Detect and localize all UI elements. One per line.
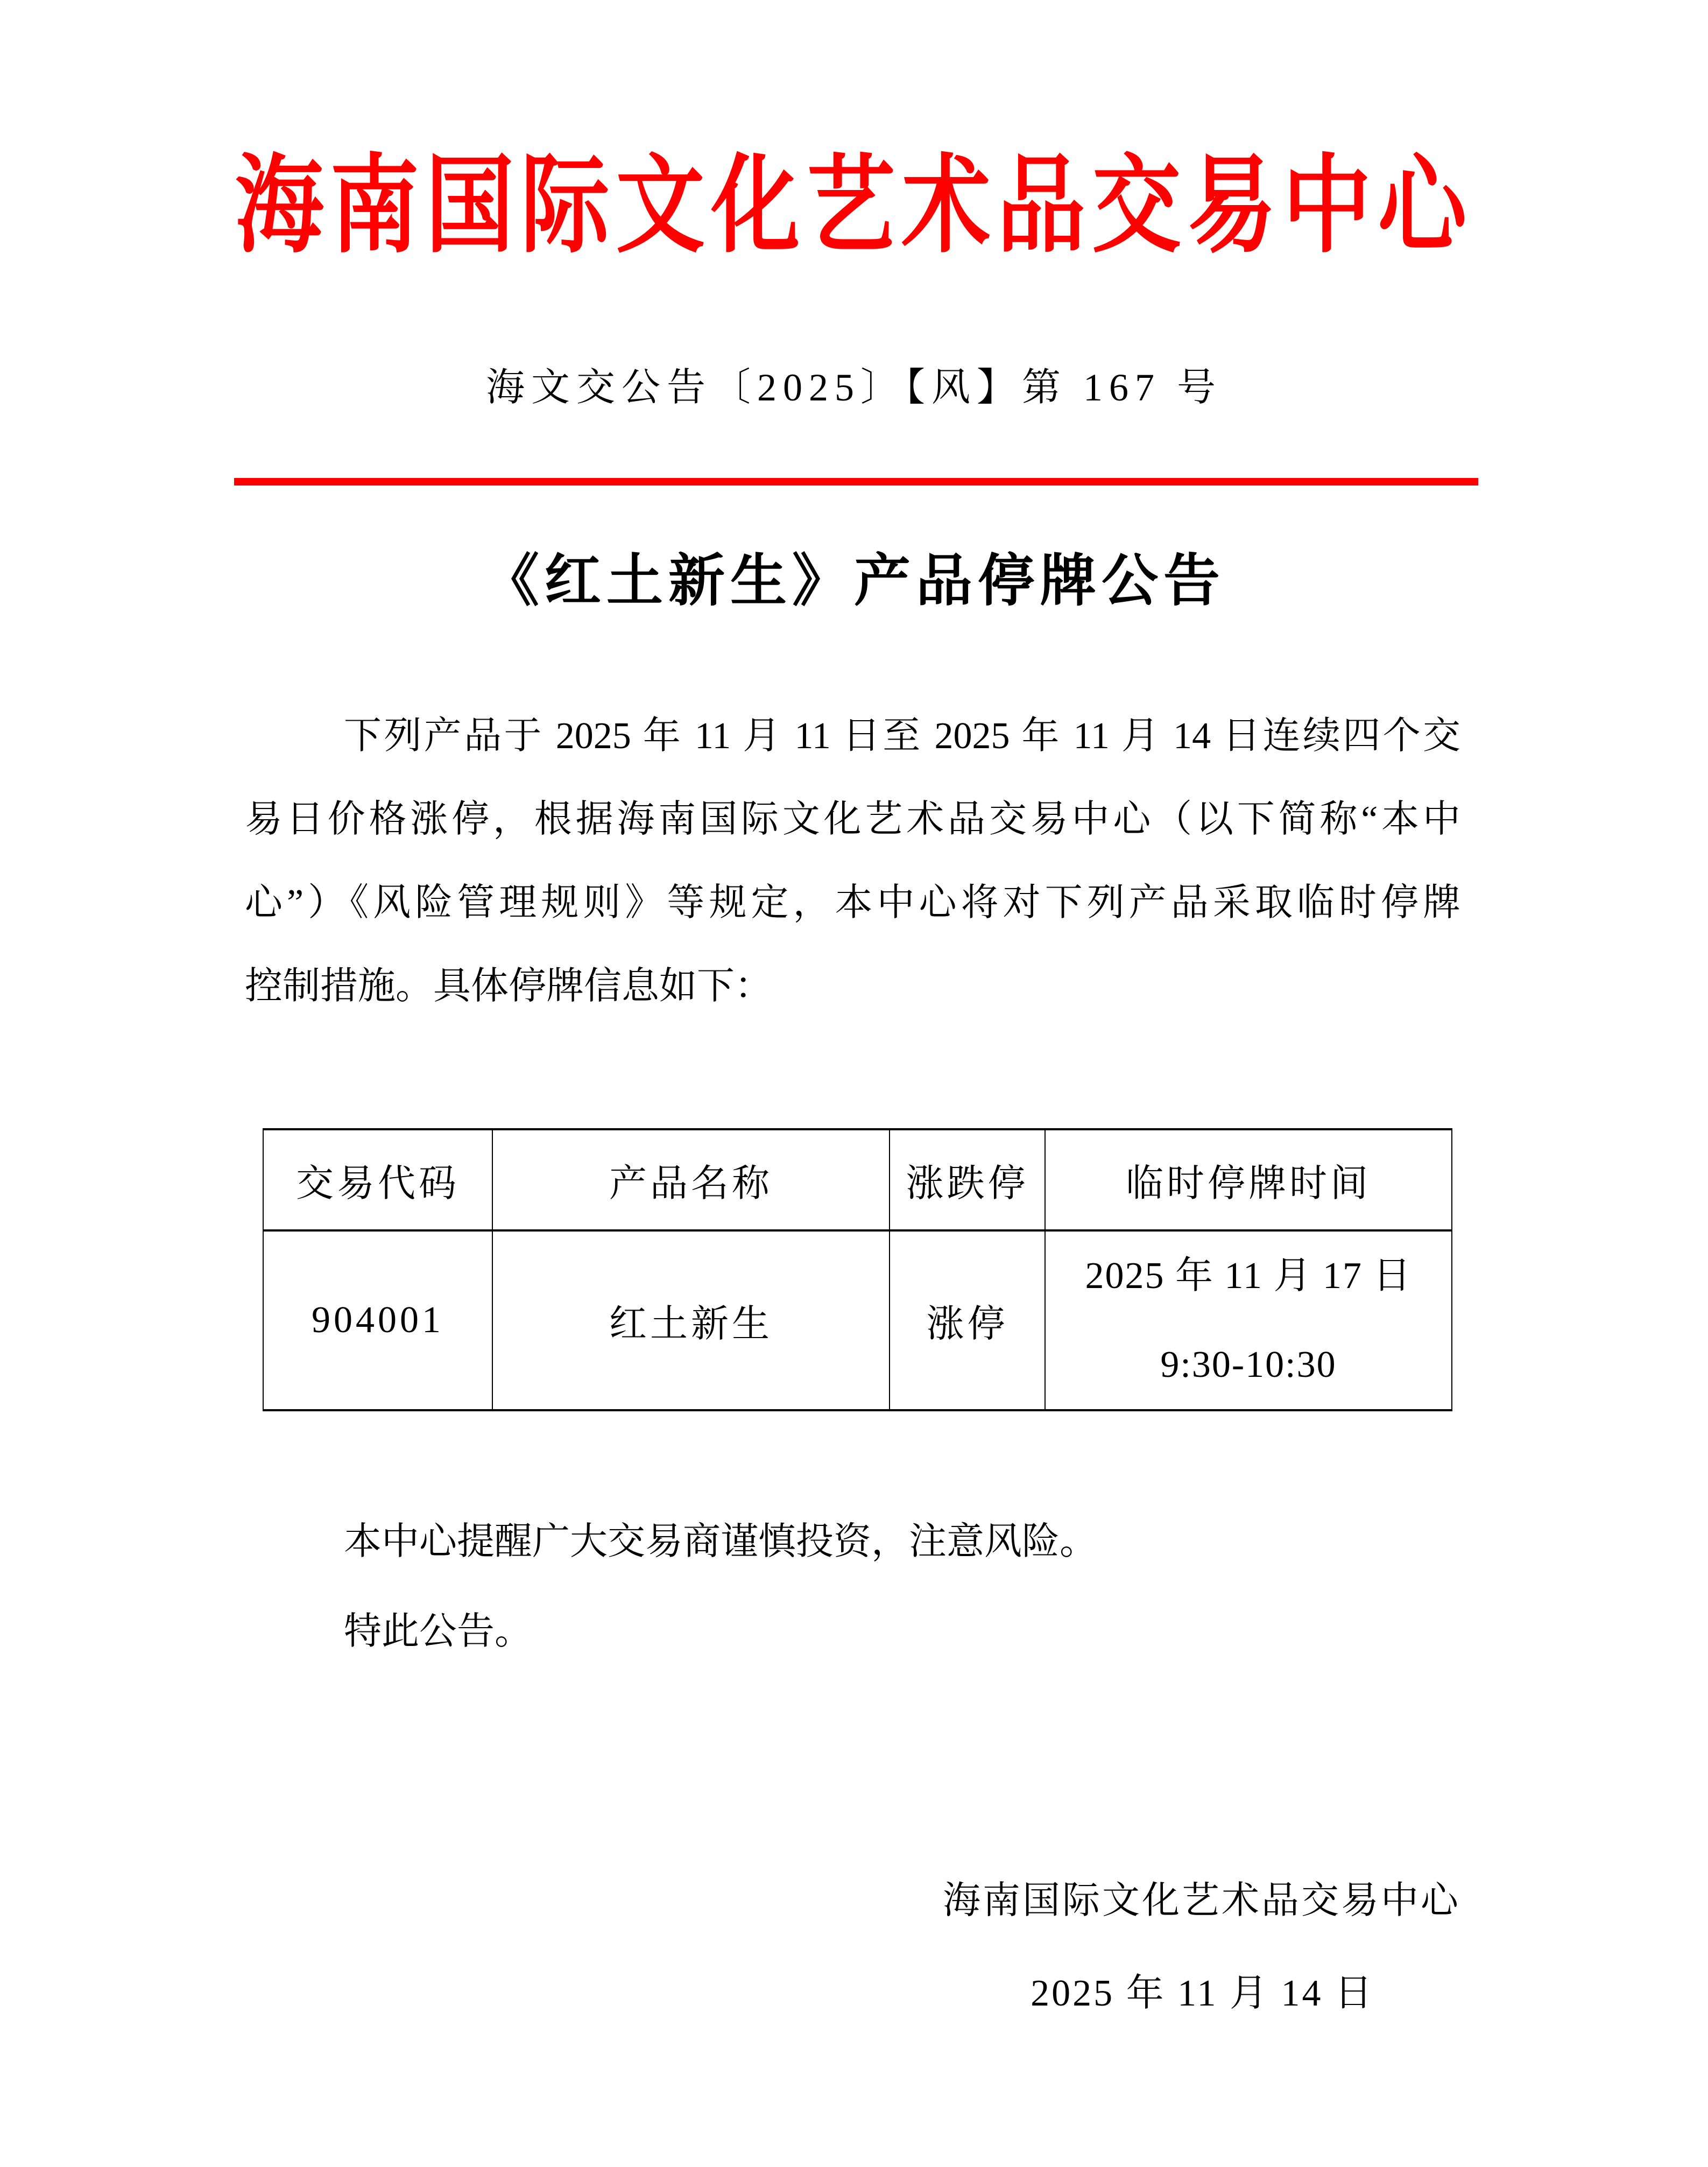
col-header-trade-code: 交易代码 (263, 1129, 492, 1230)
body-line-2: 易日价格涨停，根据海南国际文化艺术品交易中心（以下简称“本中 (245, 799, 1460, 840)
cell-trade-code: 904001 (263, 1230, 492, 1410)
signature-date: 2025 年 11 月 14 日 (1031, 1973, 1374, 2014)
body-line-4: 控制措施。具体停牌信息如下： (245, 966, 772, 1007)
col-header-product-name: 产品名称 (492, 1129, 890, 1230)
suspension-date: 2025 年 11 月 17 日 (1085, 1255, 1412, 1297)
closing-block (245, 1497, 1460, 1677)
table-row (263, 1230, 1452, 1410)
suspension-hours: 9:30-10:30 (1160, 1344, 1337, 1385)
signature-block (0, 1855, 1460, 2040)
table-header-row (263, 1129, 1452, 1230)
body-paragraph (245, 694, 1460, 1028)
red-divider-line (234, 478, 1478, 486)
announcement-title: 《红土新生》产品停牌公告 (482, 550, 1225, 613)
body-line-1: 下列产品于 2025 年 11 月 11 日至 2025 年 11 月 14 日连续四个交 (344, 715, 1460, 757)
suspension-table (263, 1128, 1452, 1411)
signature-org: 海南国际文化艺术品交易中心 (943, 1880, 1460, 1922)
doc-number: 海文交公告〔2025〕【风】第 167 号 (485, 366, 1222, 409)
col-header-suspension-time: 临时停牌时间 (1045, 1129, 1452, 1230)
cell-suspension-time (1045, 1230, 1452, 1410)
cell-limit-status: 涨停 (890, 1230, 1045, 1410)
closing-notice: 特此公告。 (344, 1611, 532, 1652)
body-line-3: 心”）《风险管理规则》等规定，本中心将对下列产品采取临时停牌 (245, 882, 1460, 924)
col-header-limit-status: 涨跌停 (890, 1129, 1045, 1230)
closing-reminder: 本中心提醒广大交易商谨慎投资，注意风险。 (344, 1521, 1097, 1563)
cell-product-name: 红土新生 (492, 1230, 890, 1410)
org-title: 海南国际文化艺术品交易中心 (235, 147, 1473, 266)
